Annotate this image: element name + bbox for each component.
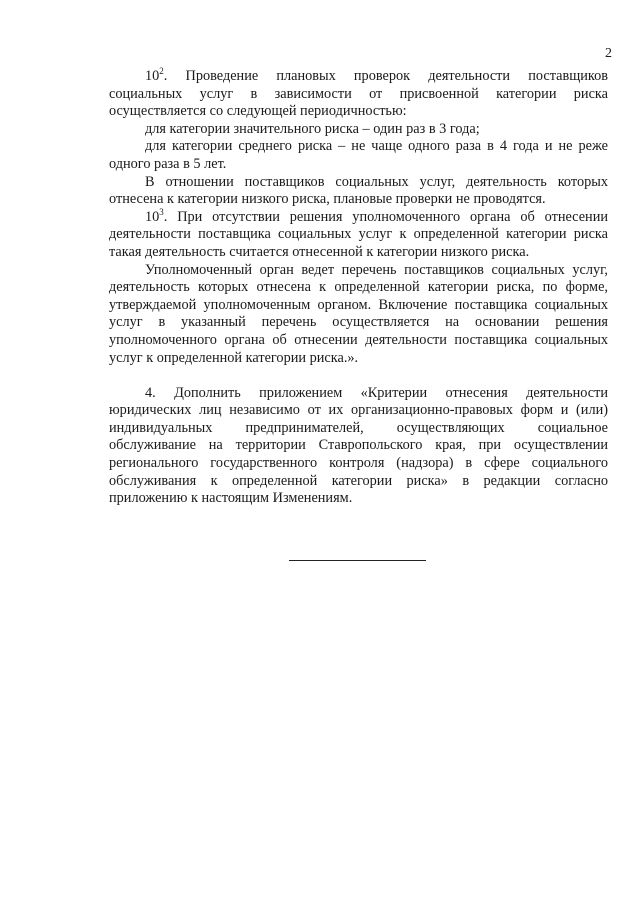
paragraph-text: . При отсутствии решения уполномоченного органа об отнесении деятельности поставщика социальных услуг к определенной категории риска такая деятельность считается отнесенной к категории низкого риска. [109,208,608,260]
separator-line [289,560,426,561]
paragraph-medium-risk: для категории среднего риска – не чаще одного раза в 4 года и не реже одного раза в 5 лет. [109,138,608,172]
clause-number: 10 [145,208,160,225]
document-body [109,68,608,508]
paragraph-significant-risk: для категории значительного риска – один раз в 3 года; [145,120,480,137]
paragraph-10-3 [109,206,608,262]
clause-superscript: 2 [159,66,164,76]
page-number: 2 [605,46,612,61]
clause-number: 10 [145,68,160,84]
paragraph-low-risk: В отношении поставщиков социальных услуг, деятельность которых отнесена к категории низкого риска, плановые проверки не проводятся. [109,173,608,208]
clause-superscript: 3 [159,206,164,217]
paragraph-text: . Проведение плановых проверок деятельности поставщиков социальных услуг в зависимости от присвоенной категории риска осуществляется со следующей периодичностью: [109,68,608,120]
paragraph-10-2 [109,68,608,121]
paragraph-register: Уполномоченный орган ведет перечень поставщиков социальных услуг, деятельность которых отнесена к определенной категории риска, по форме, утверждаемой уполномоченным органом. Включение поставщика социальных услуг в указанный перечень осуществляется на основании решения уполномоченного органа об отнесении деятельности поставщика социальных услуг к определенной категории риска.». [109,261,608,366]
paragraph-item-4: 4. Дополнить приложением «Критерии отнесения деятельности юридических лиц независимо от их организационно-правовых форм и (или) индивидуальных предпринимателей, осуществляющих социальное обслуживание на территории Ставропольского края, при осуществлении регионального государственного контроля (надзора) в сфере социального обслуживания к определенной категории риска» в редакции согласно приложению к настоящим Изменениям. [109,384,608,507]
